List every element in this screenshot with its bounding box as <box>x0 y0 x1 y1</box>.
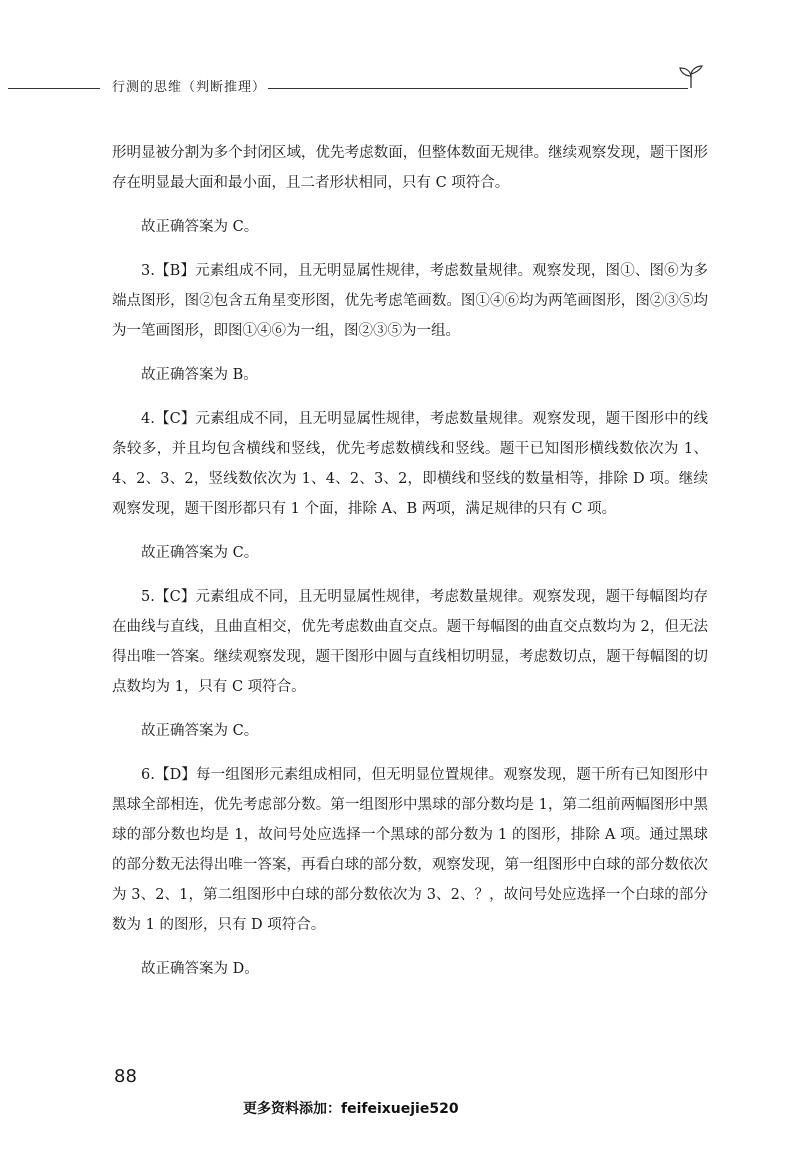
paragraph: 4.【C】元素组成不同，且无明显属性规律，考虑数量规律。观察发现，题干图形中的线条较多，并且均包含横线和竖线，优先考虑数横线和竖线。题干已知图形横线数依次为 1、4、2、3、2，竖线数依次为 1、4、2、3、2，即横线和竖线的数量相等，排除 D 项。继续观察发现，题干图形都只有 1 个面，排除 A、B 两项，满足规律的只有 C 项。 <box>112 411 708 517</box>
answer-line: 故正确答案为 C。 <box>141 545 259 561</box>
paragraph: 3.【B】元素组成不同，且无明显属性规律，考虑数量规律。观察发现，图①、图⑥为多端点图形，图②包含五角星变形图，优先考虑笔画数。图①④⑥均为两笔画图形，图②③⑤均为一笔画图形，即图①④⑥为一组，图②③⑤为一组。 <box>112 263 708 339</box>
answer-line: 故正确答案为 C。 <box>141 219 259 235</box>
answer-line: 故正确答案为 C。 <box>141 723 259 739</box>
header-title: 行测的思维（判断推理） <box>112 80 267 95</box>
answer-line: 故正确答案为 B。 <box>141 367 258 383</box>
footer-watermark: 更多资料添加：feifeixuejie520 <box>243 1101 459 1117</box>
answer-line: 故正确答案为 D。 <box>141 961 259 977</box>
header-rule-right <box>268 88 688 89</box>
answer-explanations <box>112 138 708 998</box>
header-rule-left <box>8 88 100 89</box>
paragraph: 5.【C】元素组成不同，且无明显属性规律，考虑数量规律。观察发现，题干每幅图均存在曲线与直线，且曲直相交，优先考虑数曲直交点。题干每幅图的曲直交点数均为 2，但无法得出唯一答案。继续观察发现，题干图形中圆与直线相切明显，考虑数切点，题干每幅图的切点数均为 1，只有 C 项符合。 <box>112 589 708 695</box>
paragraph: 形明显被分割为多个封闭区域，优先考虑数面，但整体数面无规律。继续观察发现，题干图形存在明显最大面和最小面，且二者形状相同，只有 C 项符合。 <box>112 145 708 191</box>
sprout-icon <box>676 64 706 90</box>
running-header <box>0 70 800 100</box>
page-number: 88 <box>114 1066 137 1087</box>
paragraph: 6.【D】每一组图形元素组成相同，但无明显位置规律。观察发现，题干所有已知图形中黑球全部相连，优先考虑部分数。第一组图形中黑球的部分数均是 1，第二组前两幅图形中黑球的部分数也均是 1，故问号处应选择一个黑球的部分数为 1 的图形，排除 A 项。通过黑球的部分数无法得出唯一答案，再看白球的部分数，观察发现，第一组图形中白球的部分数依次为 3、2、1，第二组图形中白球的部分数依次为 3、2、？，故问号处应选择一个白球的部分数为 1 的图形，只有 D 项符合。 <box>112 767 708 933</box>
